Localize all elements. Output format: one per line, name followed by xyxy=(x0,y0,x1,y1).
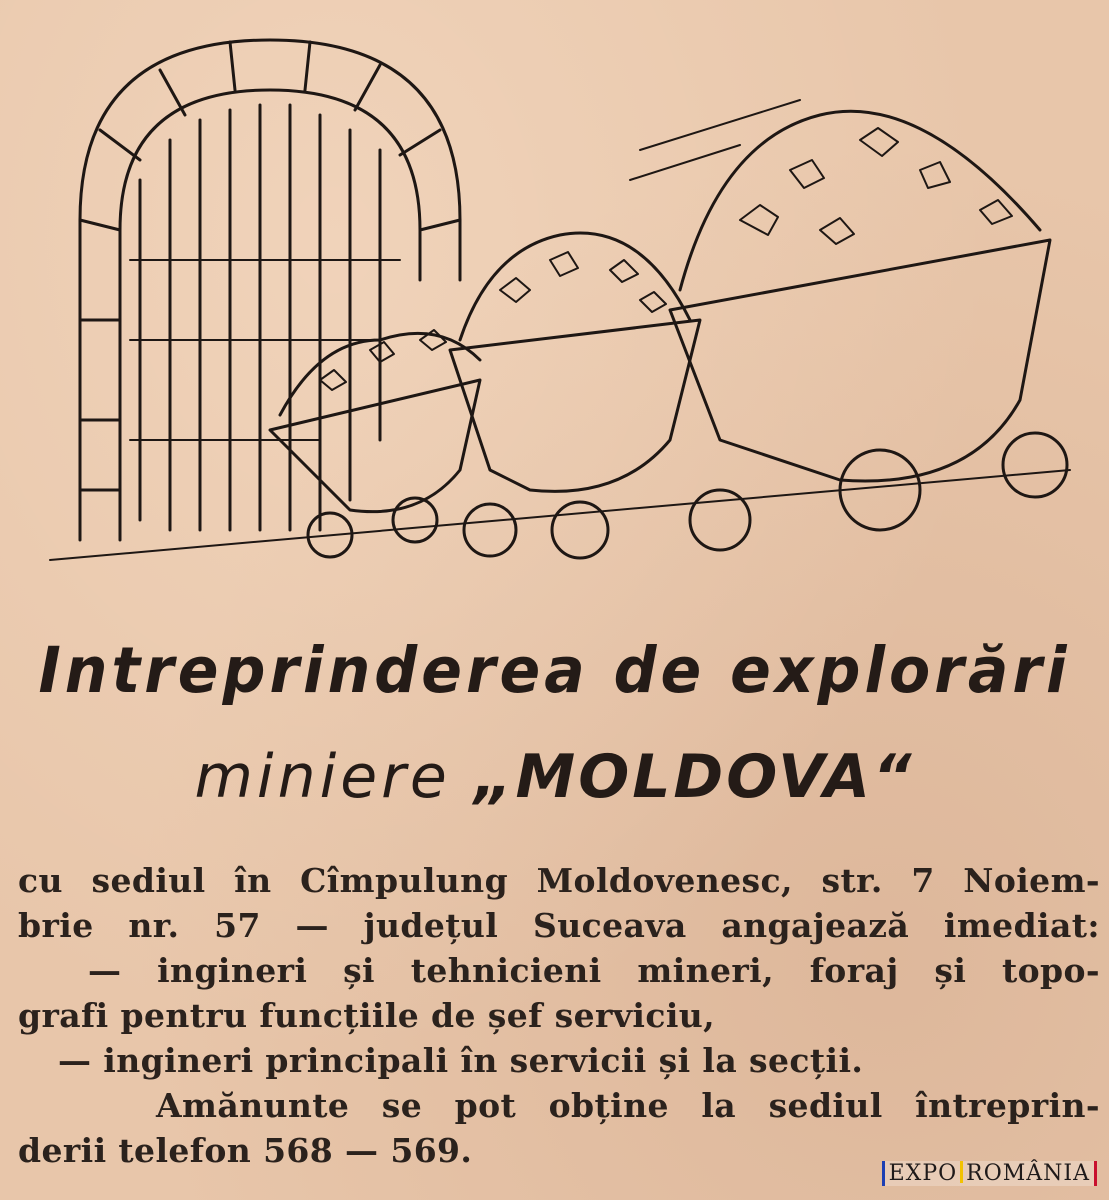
advertisement-body xyxy=(18,858,1100,1173)
mine-cart-2 xyxy=(450,233,700,558)
mine-carts-illustration xyxy=(20,20,1090,580)
mine-cart-3 xyxy=(670,111,1067,550)
watermark-right: ROMÂNIA xyxy=(966,1161,1090,1186)
body-line: brie nr. 57 — județul Suceava angajează imediat: xyxy=(18,906,1100,945)
body-line: — ingineri principali în servicii și la secții. xyxy=(58,1041,864,1080)
watermark-left: EXPO xyxy=(888,1161,958,1186)
mine-cart-1 xyxy=(270,333,480,557)
company-name: „MOLDOVA“ xyxy=(473,742,915,812)
watermark-separator xyxy=(960,1161,963,1183)
headline-line-1: Intreprinderea de explorări xyxy=(38,634,1071,708)
headline-line-2 xyxy=(0,742,1109,812)
body-line: Amănunte se pot obține la sediul întreprin- xyxy=(156,1086,1100,1125)
headline-prefix: miniere xyxy=(194,742,474,812)
expo-romania-watermark xyxy=(882,1161,1097,1186)
body-line: — ingineri și tehnicieni mineri, foraj și topo- xyxy=(88,951,1100,990)
tunnel-arch xyxy=(80,40,460,540)
body-line: grafi pentru funcțiile de șef serviciu, xyxy=(18,996,716,1035)
body-line: derii telefon 568 — 569. xyxy=(18,1131,473,1170)
body-line: cu sediul în Cîmpulung Moldovenesc, str. 7 Noiem- xyxy=(18,861,1100,900)
